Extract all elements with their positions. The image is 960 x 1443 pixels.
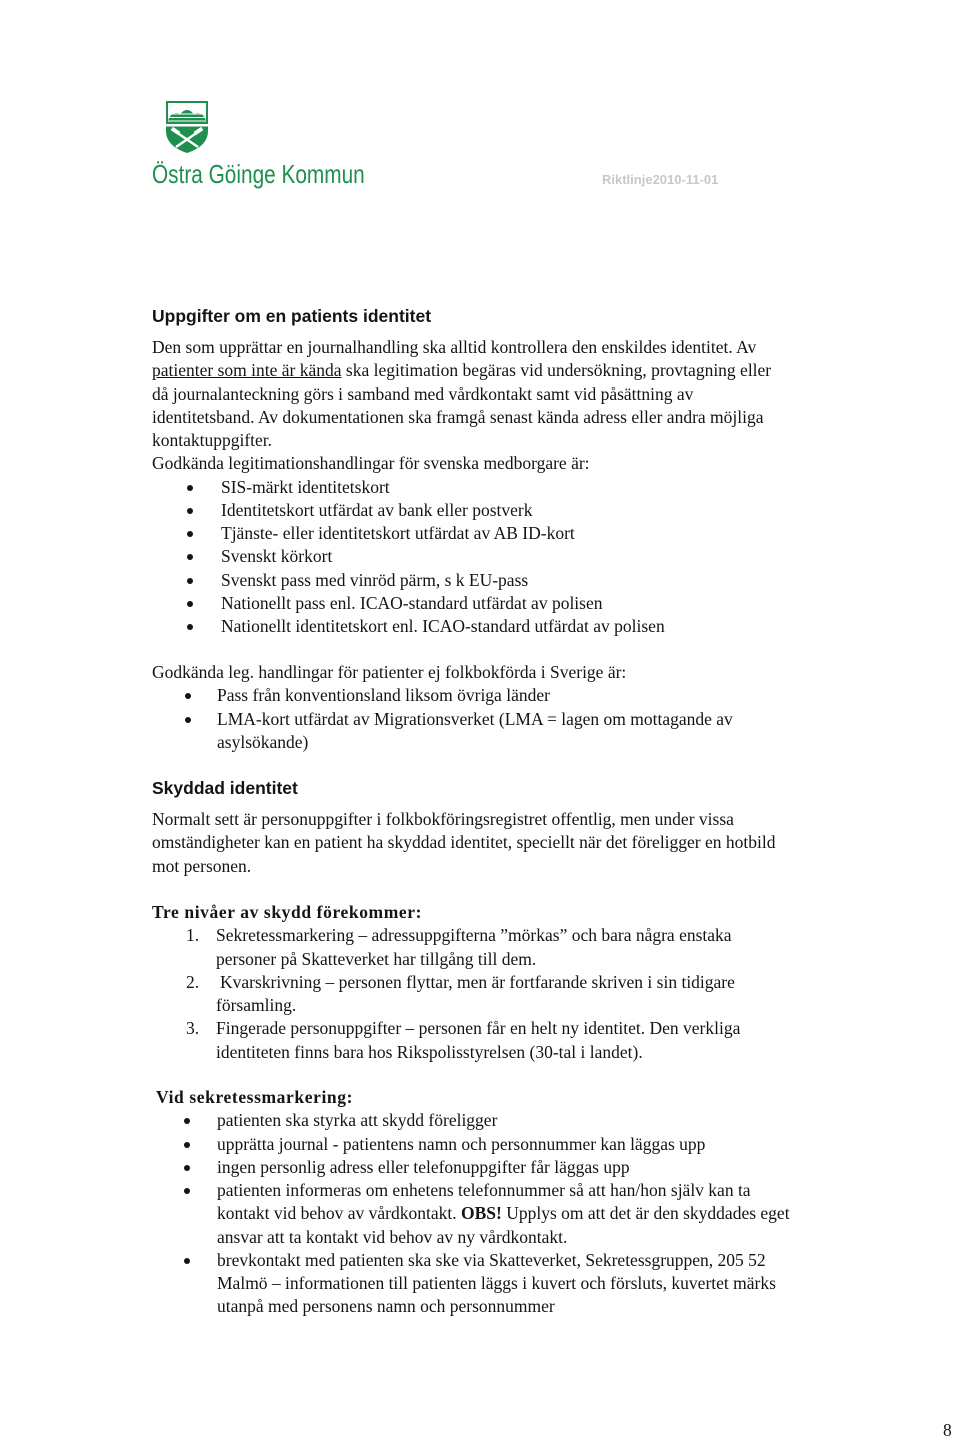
protected-section-paragraph bbox=[152, 808, 776, 878]
list-item-text: Svenskt pass med vinröd pärm, s k EU-pass bbox=[221, 569, 529, 590]
list-item-text: patienten ska styrka att skydd föreligger bbox=[217, 1110, 498, 1131]
bullet-icon bbox=[187, 485, 193, 491]
list-item-text: utanpå med personens namn och personnummer bbox=[217, 1296, 555, 1317]
paragraph-line: Den som upprättar en journalhandling ska alltid kontrollera den enskildes identitet. Av bbox=[152, 337, 757, 357]
list-item-text: Pass från konventionsland liksom övriga länder bbox=[217, 685, 550, 706]
list-item bbox=[221, 499, 771, 522]
item-number: 3. bbox=[186, 1018, 200, 1039]
obs-emphasis: OBS! bbox=[460, 1203, 502, 1224]
item-number: 1. bbox=[186, 925, 200, 946]
identity-section-body bbox=[152, 336, 771, 638]
list-item bbox=[217, 1249, 790, 1319]
bullet-icon bbox=[185, 717, 191, 723]
paragraph-line: då journalanteckning görs i samband med vårdkontakt samt vid påsättning av bbox=[152, 383, 694, 404]
paragraph-line bbox=[152, 359, 771, 382]
list-item bbox=[221, 569, 771, 592]
list-item bbox=[217, 1179, 790, 1249]
bullet-icon bbox=[184, 1118, 190, 1124]
list-item-text: Nationellt identitetskort enl. ICAO-standard utfärdat av polisen bbox=[221, 616, 665, 636]
paragraph-line: kontaktuppgifter. bbox=[152, 430, 273, 450]
numbered-item bbox=[186, 971, 740, 1018]
bullet-icon bbox=[184, 1142, 190, 1148]
bullet-icon bbox=[187, 601, 193, 607]
paragraph-text: ska legitimation begäras vid undersökning, provtagning eller bbox=[341, 360, 772, 381]
numbered-item-text: Fingerade personuppgifter – personen får en helt ny identitet. Den verkliga bbox=[216, 1018, 741, 1039]
list-item-text: Svenskt körkort bbox=[221, 546, 333, 567]
document-reference: Riktlinje2010-11-01 bbox=[602, 172, 719, 187]
item-number: 2. bbox=[186, 971, 200, 992]
numbered-item bbox=[186, 1017, 741, 1064]
numbered-item-text: Kvarskrivning – personen flyttar, men är fortfarande skriven i sin tidigare bbox=[220, 971, 735, 992]
numbered-item-text: identiteten finns bara hos Rikspolisstyrelsen (30-tal i landet). bbox=[216, 1041, 643, 1062]
numbered-item-text: församling. bbox=[216, 995, 297, 1015]
bullet-icon bbox=[184, 1258, 190, 1264]
citizens-intro: Godkända legitimationshandlingar för svenska medborgare är: bbox=[152, 453, 590, 474]
list-item bbox=[217, 708, 733, 755]
protection-levels bbox=[152, 901, 740, 1064]
list-item bbox=[217, 684, 733, 707]
paragraph-line: omständigheter kan en patient ha skyddad identitet, speciellt när det föreligger en hotbild bbox=[152, 832, 776, 853]
list-item-text: Malmö – informationen till patienten läggs i kuvert och försluts, kuvertet märks bbox=[217, 1273, 776, 1293]
numbered-item-text: personer på Skatteverket har tillgång till dem. bbox=[216, 948, 537, 969]
numbered-item-text: Sekretessmarkering – adressuppgifterna ”mörkas” och bara några enstaka bbox=[216, 925, 732, 946]
bullet-icon bbox=[187, 578, 193, 584]
list-item bbox=[217, 1156, 790, 1179]
list-item-text-part: kontakt vid behov av vårdkontakt. bbox=[217, 1203, 461, 1224]
organization-name: Östra Göinge Kommun bbox=[152, 159, 365, 189]
list-item bbox=[221, 592, 771, 615]
confidentiality-actions bbox=[152, 1086, 790, 1319]
list-item bbox=[221, 476, 771, 499]
bullet-icon bbox=[185, 693, 191, 699]
list-item-text bbox=[217, 1202, 790, 1225]
list-item bbox=[221, 615, 771, 638]
list-item bbox=[217, 1109, 790, 1132]
list-item-text: Identitetskort utfärdat av bank eller postverk bbox=[221, 499, 533, 520]
list-item-text: LMA-kort utfärdat av Migrationsverket (LMA = lagen om mottagande av bbox=[217, 708, 733, 729]
list-item-text: ansvar att ta kontakt vid behov av ny vårdkontakt. bbox=[217, 1226, 568, 1247]
list-item bbox=[217, 1133, 790, 1156]
bullet-icon bbox=[187, 554, 193, 560]
list-item-text: patienten informeras om enhetens telefonnummer så att han/hon själv kan ta bbox=[217, 1180, 751, 1200]
list-item-text-part: Upplys om att det är den skyddades eget bbox=[501, 1203, 790, 1224]
section-title-protected: Skyddad identitet bbox=[152, 778, 298, 798]
levels-title: Tre nivåer av skydd förekommer: bbox=[152, 902, 423, 922]
paragraph-line: identitetsband. Av dokumentationen ska framgå senast kända adress eller andra möjliga bbox=[152, 406, 764, 427]
coat-of-arms-icon bbox=[165, 100, 209, 154]
list-item-text: asylsökande) bbox=[217, 731, 309, 752]
bullet-icon bbox=[184, 1165, 190, 1171]
bullet-icon bbox=[187, 531, 193, 537]
underlined-text: patienter som inte är kända bbox=[152, 360, 342, 381]
paragraph-line: mot personen. bbox=[152, 855, 252, 876]
list-item-text: Tjänste- eller identitetskort utfärdat av AB ID-kort bbox=[221, 523, 575, 543]
section-title-identity: Uppgifter om en patients identitet bbox=[152, 306, 432, 326]
paragraph-line: Normalt sett är personuppgifter i folkbokföringsregistret offentlig, men under vissa bbox=[152, 809, 734, 829]
bullet-icon bbox=[184, 1188, 190, 1194]
list-item-text: Nationellt pass enl. ICAO-standard utfärdat av polisen bbox=[221, 592, 603, 613]
list-item-text: brevkontakt med patienten ska ske via Skatteverket, Sekretessgruppen, 205 52 bbox=[217, 1249, 766, 1270]
bullet-icon bbox=[187, 624, 193, 630]
non-registered-intro: Godkända leg. handlingar för patienter ej folkbokförda i Sverige är: bbox=[152, 662, 627, 682]
confidentiality-title: Vid sekretessmarkering: bbox=[156, 1087, 354, 1107]
numbered-item bbox=[186, 924, 740, 971]
list-item-text: upprätta journal - patientens namn och personnummer kan läggas upp bbox=[217, 1133, 706, 1154]
list-item bbox=[221, 522, 771, 545]
bullet-icon bbox=[187, 508, 193, 514]
list-item-text: SIS-märkt identitetskort bbox=[221, 476, 390, 497]
page-number: 8 bbox=[943, 1420, 952, 1440]
non-registered-section bbox=[152, 661, 733, 754]
list-item bbox=[221, 545, 771, 568]
list-item-text: ingen personlig adress eller telefonuppgifter får läggas upp bbox=[217, 1156, 630, 1177]
